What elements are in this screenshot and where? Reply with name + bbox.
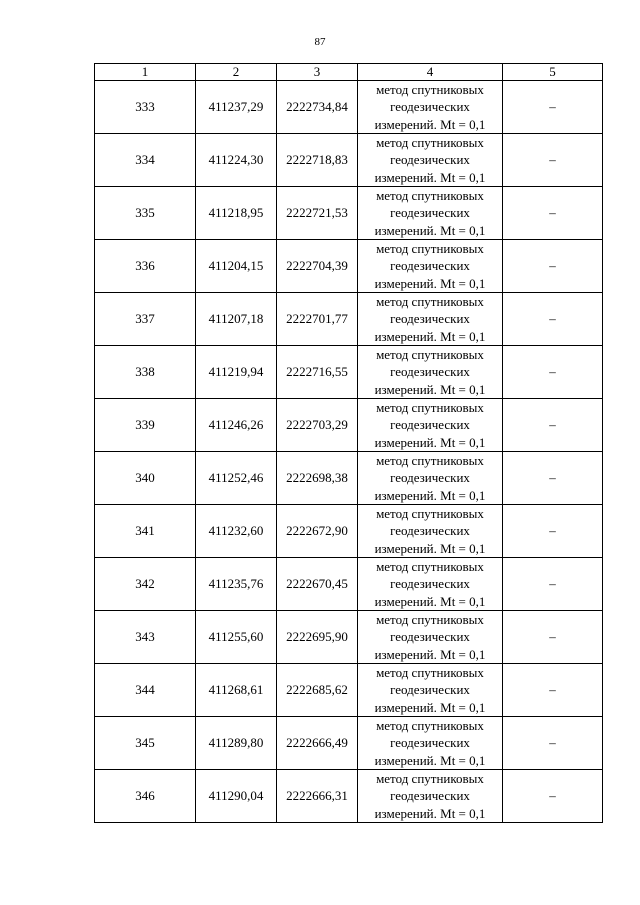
header-col-2: 2: [196, 64, 277, 81]
point-number: 341: [95, 505, 196, 558]
point-number: 338: [95, 346, 196, 399]
method-cell: метод спутниковых геодезических измерений. Mt = 0,1: [358, 240, 503, 293]
method-cell: метод спутниковых геодезических измерений. Mt = 0,1: [358, 717, 503, 770]
description-cell: –: [503, 452, 603, 505]
method-cell: метод спутниковых геодезических измерений. Mt = 0,1: [358, 770, 503, 823]
y-coordinate: 2222716,55: [277, 346, 358, 399]
description-cell: –: [503, 293, 603, 346]
description-cell: –: [503, 717, 603, 770]
description-cell: –: [503, 240, 603, 293]
method-cell: метод спутниковых геодезических измерений. Mt = 0,1: [358, 399, 503, 452]
point-number: 334: [95, 134, 196, 187]
point-number: 335: [95, 187, 196, 240]
table-row: [95, 134, 603, 187]
point-number: 342: [95, 558, 196, 611]
table-row: [95, 240, 603, 293]
method-cell: метод спутниковых геодезических измерений. Mt = 0,1: [358, 81, 503, 134]
y-coordinate: 2222701,77: [277, 293, 358, 346]
table-row: [95, 81, 603, 134]
description-cell: –: [503, 346, 603, 399]
y-coordinate: 2222703,29: [277, 399, 358, 452]
description-cell: –: [503, 664, 603, 717]
description-cell: –: [503, 611, 603, 664]
y-coordinate: 2222695,90: [277, 611, 358, 664]
description-cell: –: [503, 399, 603, 452]
description-cell: –: [503, 770, 603, 823]
description-cell: –: [503, 187, 603, 240]
x-coordinate: 411255,60: [196, 611, 277, 664]
page-number: 87: [314, 36, 326, 48]
point-number: 345: [95, 717, 196, 770]
x-coordinate: 411218,95: [196, 187, 277, 240]
y-coordinate: 2222672,90: [277, 505, 358, 558]
y-coordinate: 2222666,31: [277, 770, 358, 823]
table-row: [95, 558, 603, 611]
x-coordinate: 411235,76: [196, 558, 277, 611]
y-coordinate: 2222734,84: [277, 81, 358, 134]
table-row: [95, 664, 603, 717]
x-coordinate: 411246,26: [196, 399, 277, 452]
method-cell: метод спутниковых геодезических измерений. Mt = 0,1: [358, 664, 503, 717]
y-coordinate: 2222698,38: [277, 452, 358, 505]
method-cell: метод спутниковых геодезических измерений. Mt = 0,1: [358, 558, 503, 611]
point-number: 336: [95, 240, 196, 293]
header-col-1: 1: [95, 64, 196, 81]
point-number: 344: [95, 664, 196, 717]
method-cell: метод спутниковых геодезических измерений. Mt = 0,1: [358, 346, 503, 399]
x-coordinate: 411268,61: [196, 664, 277, 717]
table-row: [95, 505, 603, 558]
table-row: [95, 717, 603, 770]
description-cell: –: [503, 505, 603, 558]
y-coordinate: 2222704,39: [277, 240, 358, 293]
y-coordinate: 2222721,53: [277, 187, 358, 240]
header-col-5: 5: [503, 64, 603, 81]
y-coordinate: 2222718,83: [277, 134, 358, 187]
method-cell: метод спутниковых геодезических измерений. Mt = 0,1: [358, 293, 503, 346]
method-cell: метод спутниковых геодезических измерений. Mt = 0,1: [358, 452, 503, 505]
table-row: [95, 452, 603, 505]
header-row: [95, 64, 603, 81]
method-cell: метод спутниковых геодезических измерений. Mt = 0,1: [358, 505, 503, 558]
x-coordinate: 411224,30: [196, 134, 277, 187]
method-cell: метод спутниковых геодезических измерений. Mt = 0,1: [358, 134, 503, 187]
x-coordinate: 411207,18: [196, 293, 277, 346]
x-coordinate: 411204,15: [196, 240, 277, 293]
x-coordinate: 411232,60: [196, 505, 277, 558]
x-coordinate: 411237,29: [196, 81, 277, 134]
header-col-4: 4: [358, 64, 503, 81]
x-coordinate: 411219,94: [196, 346, 277, 399]
x-coordinate: 411290,04: [196, 770, 277, 823]
y-coordinate: 2222670,45: [277, 558, 358, 611]
table-row: [95, 611, 603, 664]
y-coordinate: 2222685,62: [277, 664, 358, 717]
x-coordinate: 411252,46: [196, 452, 277, 505]
description-cell: –: [503, 81, 603, 134]
table-row: [95, 187, 603, 240]
point-number: 340: [95, 452, 196, 505]
table-row: [95, 770, 603, 823]
method-cell: метод спутниковых геодезических измерений. Mt = 0,1: [358, 187, 503, 240]
point-number: 333: [95, 81, 196, 134]
y-coordinate: 2222666,49: [277, 717, 358, 770]
point-number: 346: [95, 770, 196, 823]
table-body: [95, 81, 603, 823]
table-row: [95, 293, 603, 346]
point-number: 339: [95, 399, 196, 452]
point-number: 337: [95, 293, 196, 346]
method-cell: метод спутниковых геодезических измерений. Mt = 0,1: [358, 611, 503, 664]
point-number: 343: [95, 611, 196, 664]
description-cell: –: [503, 134, 603, 187]
coordinates-table: [94, 63, 603, 823]
table-row: [95, 346, 603, 399]
header-col-3: 3: [277, 64, 358, 81]
x-coordinate: 411289,80: [196, 717, 277, 770]
table-row: [95, 399, 603, 452]
description-cell: –: [503, 558, 603, 611]
